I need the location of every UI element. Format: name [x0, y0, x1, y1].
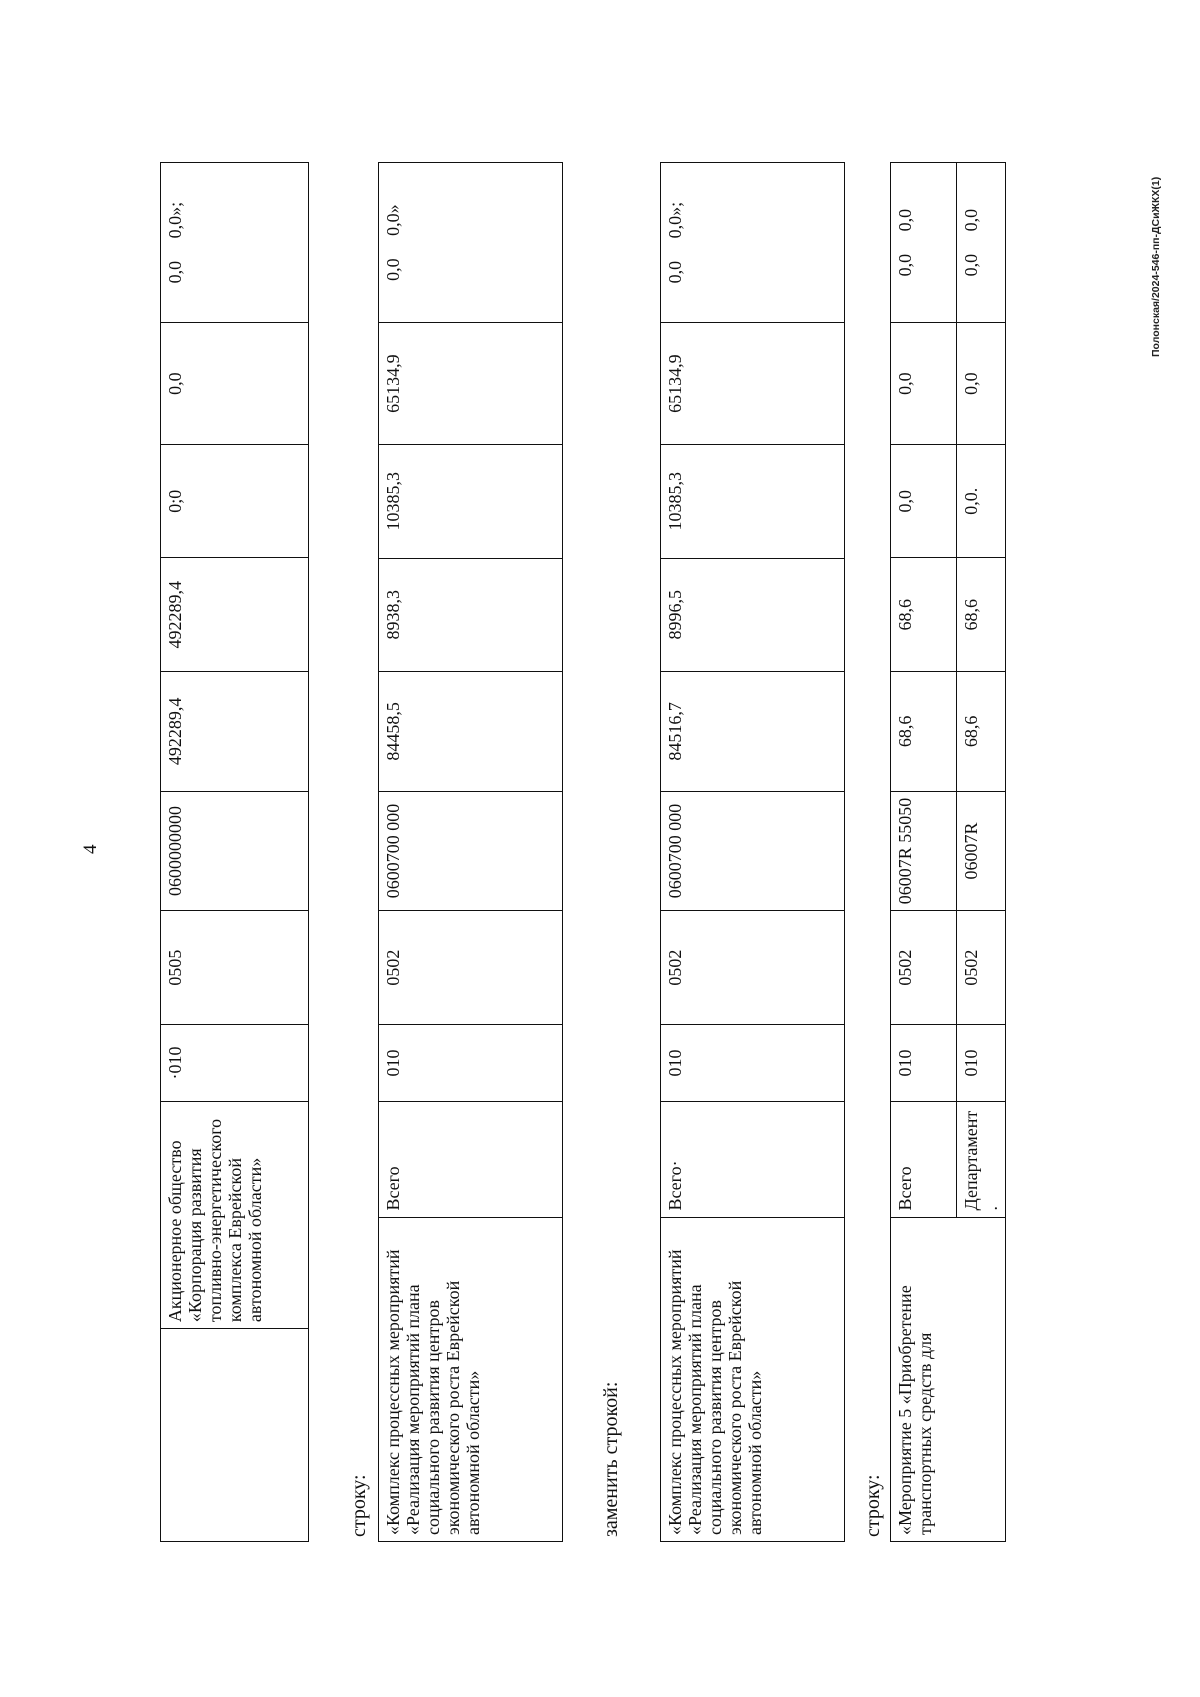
table-1: [160, 162, 309, 1542]
table-cell-v4: 65134,9: [379, 323, 563, 445]
table-cell-code3: 0600700 000: [661, 791, 845, 911]
table-cell-sub: Всего·: [661, 1101, 845, 1217]
value-v5: 0,0: [895, 253, 915, 277]
table-cell-v4: 0,0: [891, 323, 957, 445]
page-number: 4: [80, 844, 101, 854]
table-cell-code3: 06007R: [957, 791, 1006, 911]
table-cell-code1: 010: [661, 1024, 845, 1101]
value-v5: 0,0: [165, 260, 185, 284]
table-3: [660, 162, 845, 1542]
table-cell-sub: Всего: [379, 1101, 563, 1217]
table-cell-v2: 492289,4: [161, 558, 309, 672]
table-cell-code1: 010: [957, 1024, 1006, 1101]
table-cell-v4: 0,0: [957, 323, 1006, 445]
table-row: [661, 163, 845, 1542]
value-v6: 0,0»: [383, 204, 403, 236]
table-cell-v1: 68,6: [957, 672, 1006, 792]
table-cell-v1: 84516,7: [661, 672, 845, 792]
table-cell-code2: 0505: [161, 911, 309, 1025]
table-cell-code2: 0502: [891, 911, 957, 1025]
table-cell-name: «Комплекс процессных мероприятий «Реализация мероприятий плана социального развития центров экономического роста Еврейской автономной области»: [661, 1217, 845, 1541]
label-zamenit: заменить строкой:: [600, 1381, 622, 1537]
table-cell-name: Акционерное общество «Корпорация развития топливно-энергетического комплекса Еврейской автономной области»: [161, 1101, 309, 1328]
table-cell-code2: 0502: [957, 911, 1006, 1025]
table-cell-v4: 0,0: [161, 323, 309, 445]
table-cell-code3: 0600700 000: [379, 791, 563, 911]
table-cell-name: «Мероприятие 5 «Приобретение транспортных средств для: [891, 1217, 1006, 1541]
table-cell-code2: 0502: [379, 911, 563, 1025]
table-cell-v3: 0,0: [891, 444, 957, 558]
table-cell-sub: Департамент.: [957, 1101, 1006, 1217]
table-cell-code3: 06007R 55050: [891, 791, 957, 911]
table-2: [378, 162, 563, 1542]
table-cell-v5-v6: [161, 163, 309, 323]
table-cell-code3: 0600000000: [161, 791, 309, 911]
table-row: [891, 163, 957, 1542]
value-v5: 0,0: [665, 260, 685, 284]
table-cell-v3: 10385,3: [379, 444, 563, 558]
table-row: [379, 163, 563, 1542]
table-cell-v5-v6: [957, 163, 1006, 323]
label-stroku-2: строку:: [862, 1474, 884, 1537]
table-cell-v2: 8996,5: [661, 558, 845, 672]
value-v5: 0,0: [383, 258, 403, 281]
label-stroku-1: строку:: [348, 1474, 370, 1537]
table-cell-v2: 68,6: [891, 558, 957, 672]
table-row: [161, 163, 309, 1542]
table-cell-v3: 0;0: [161, 444, 309, 558]
table-cell-v1: 68,6: [891, 672, 957, 792]
table-cell-v5-v6: [379, 163, 563, 323]
value-v5: 0,0: [961, 253, 981, 277]
value-v6: 0,0: [895, 208, 915, 232]
table-cell-v1: 84458,5: [379, 672, 563, 792]
footer-doc-id: Полонская/2024-546-пп-ДСиЖКХ(1): [1150, 176, 1162, 357]
table-cell-v4: 65134,9: [661, 323, 845, 445]
value-v6: 0,0»;: [665, 201, 685, 239]
table-cell-v3: 10385,3: [661, 444, 845, 558]
table-cell-sub: Всего: [891, 1101, 957, 1217]
table-cell-v5-v6: [891, 163, 957, 323]
table-cell-v2: 8938,3: [379, 558, 563, 672]
table-cell-name-empty: [161, 1329, 309, 1542]
table-cell-code1: 010: [891, 1024, 957, 1101]
table-cell-v1: 492289,4: [161, 672, 309, 792]
table-cell-name: «Комплекс процессных мероприятий «Реализация мероприятий плана социального развития центров экономического роста Еврейской автономной области»: [379, 1217, 563, 1541]
value-v6: 0,0: [961, 208, 981, 232]
value-v6: 0,0»;: [165, 201, 185, 239]
table-cell-code1: ·010: [161, 1024, 309, 1101]
table-cell-v2: 68,6: [957, 558, 1006, 672]
table-cell-v5-v6: [661, 163, 845, 323]
table-cell-code2: 0502: [661, 911, 845, 1025]
table-cell-code1: 010: [379, 1024, 563, 1101]
table-4: [890, 162, 1006, 1542]
table-cell-v3: 0,0.: [957, 444, 1006, 558]
